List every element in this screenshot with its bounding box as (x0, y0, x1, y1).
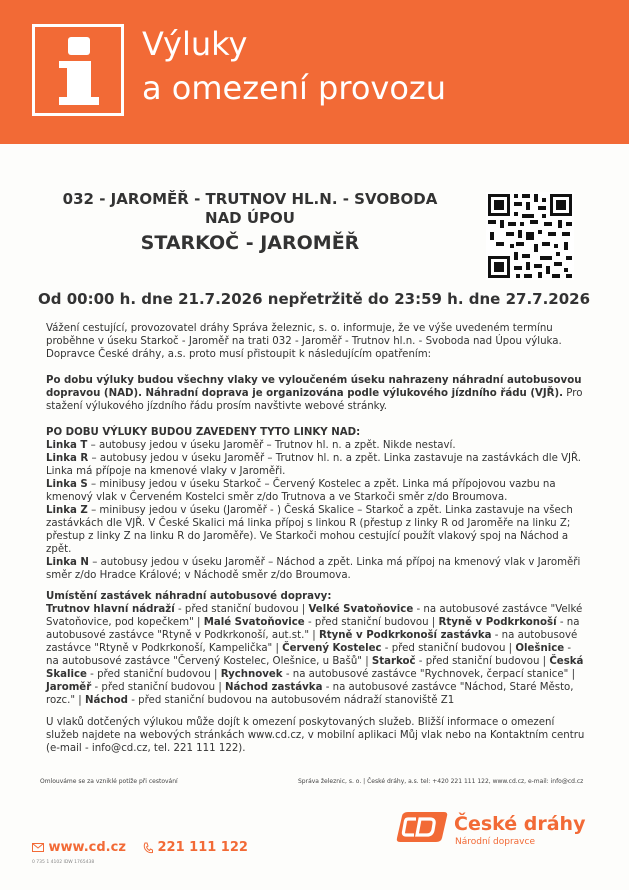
stop-location: - na autobusové zastávce "Náchod, Staré Město, rozc." | (46, 682, 574, 706)
stop-name: Česká Skalice (46, 656, 584, 680)
validity-period: Od 00:00 h. dne 21.7.2026 nepřetržitě do 23:59 h. dne 27.7.2026 (38, 290, 591, 308)
lines-section (46, 426, 586, 582)
footer-phone[interactable]: 221 111 122 (157, 840, 248, 855)
stop-name: Červený Kostelec (282, 643, 382, 654)
phone-icon (143, 842, 153, 854)
lines-list (46, 439, 586, 582)
stop-name: Náchod zastávka (225, 682, 323, 693)
route-line2: NAD ÚPOU (205, 209, 295, 227)
line-text: – minibusy jedou v úseku Starkoč – Červený Kostelec a zpět. Linka má přípojovou vazbu na kmenový vlak v Červeném Kostelci směr z/do Trutnova a ve Starkoči směr z/do Broumova. (46, 479, 556, 503)
section-title: STARKOČ - JAROMĚŘ (140, 232, 360, 254)
line-item (46, 478, 586, 504)
footer-codes: 0 735 1 4102 IDW 1765438 (32, 860, 95, 865)
banner-title-line1: Výluky (142, 25, 248, 63)
stop-name: Rtyně v Podkrkonoší zastávka (318, 630, 492, 641)
stop-location: - před staniční budovou | (86, 669, 221, 680)
closing-text: U vlaků dotčených výlukou může dojít k omezení poskytovaných služeb. Bližší informace o omezení služeb najdete na webových stránkách www.cd.cz, v mobilní aplikaci Můj vlak nebo na Kontaktním centru (e-mail - info@cd.cz, tel. 221 111 122). (46, 717, 585, 754)
line-text: – autobusy jedou v úseku Jaroměř – Trutnov hl. n. a zpět. Linka zastavuje na zastávkách dle VJŘ. Linka má přípoje na kmenové vlaky v Jaroměři. (46, 453, 582, 477)
closing-paragraph (46, 716, 586, 755)
stop-name: Rtyně v Podkrkonoší (438, 617, 557, 628)
line-name: Linka S (46, 479, 88, 490)
route-title (30, 190, 470, 228)
footer-web[interactable]: www.cd.cz (48, 840, 126, 855)
line-item (46, 504, 586, 556)
stop-name: Malé Svatoňovice (203, 617, 305, 628)
line-name: Linka Z (46, 505, 88, 516)
replacement-bold: Po dobu výluky budou všechny vlaky ve vyloučeném úseku nahrazeny náhradní autobusovou dopravou (NAD). Náhradní doprava je organizována podle výlukového jízdního řádu (VJŘ). (46, 375, 582, 399)
stop-location: - na autobusové zastávce "Velké Svatoňovice, pod kopečkem" | (46, 604, 583, 628)
line-name: Linka T (46, 440, 88, 451)
stop-location: - před staniční budovou | (304, 617, 439, 628)
intro-paragraph (46, 322, 586, 361)
header-banner (0, 0, 629, 144)
line-name: Linka N (46, 557, 89, 568)
stop-location: - na autobusové zastávce "Rtyně v Podkrkonoší, Kampelička" | (46, 630, 578, 654)
mail-icon (32, 843, 44, 852)
line-text: – autobusy jedou v úseku Jaroměř – Náchod a zpět. Linka má přípoj na kmenový vlak v Jaroměři směr z/do Hradce Králové; v Náchodě směr z/do Broumova. (46, 557, 581, 581)
route-line1: 032 - JAROMĚŘ - TRUTNOV HL.N. - SVOBODA (62, 190, 438, 208)
line-text: – autobusy jedou v úseku Jaroměř – Trutnov hl. n. a zpět. Nikde nestaví. (87, 440, 456, 451)
stop-location: - na autobusové zastávce "Červený Kostelec, Olešnice, u Bašů" | (46, 643, 572, 667)
stop-name: Rychnovek (220, 669, 283, 680)
replacement-paragraph (46, 374, 586, 413)
line-item (46, 556, 586, 582)
stop-name: Velké Svatoňovice (308, 604, 414, 615)
stop-location: - před staniční budovou na autobusovém nádraží stanoviště Z1 (127, 695, 455, 706)
stop-name: Jaroměř (46, 682, 92, 693)
line-item (46, 452, 586, 478)
stop-location: - před staniční budovou | (381, 643, 516, 654)
cd-logo-icon (388, 808, 448, 846)
brand-subtitle: Národní dopravce (455, 837, 535, 847)
stops-list (46, 603, 586, 707)
line-text: – minibusy jedou v úseku (Jaroměř - ) Česká Skalice – Starkoč a zpět. Linka zastavuje na všech zastávkách dle VJŘ. V České Skalici má linka přípoj s linkou R (přestup z linky R od Jaroměře na linku Z; přestup z linky Z na linku R do Jaroměře). Ve Starkoči mohou cestující použít vlakový spoj na Náchod a zpět. (46, 505, 573, 555)
line-name: Linka R (46, 453, 89, 464)
footer-apology: Omlouváme se za vzniklé potíže při cestování (40, 778, 178, 785)
info-icon (32, 24, 124, 116)
stop-location: - na autobusové zastávce "Rtyně v Podkrkonoší, aut.st." | (46, 617, 580, 641)
banner-title (142, 22, 446, 110)
stop-location: - před staniční budovou | (174, 604, 309, 615)
stop-name: Starkoč (371, 656, 416, 667)
intro-text: Vážení cestující, provozovatel dráhy Správa železnic, s. o. informuje, že ve výše uvedeném termínu proběhne v úseku Starkoč - Jaroměř na trati 032 - Jaroměř - Trutnov hl.n. - Svoboda nad Úpou výluka. Dopravce České dráhy, a.s. proto musí přistoupit k následujícím opatřením: (46, 323, 562, 360)
line-item (46, 439, 586, 452)
replacement-rest: Pro stažení výlukového jízdního řádu prosím navštivte webové stránky. (46, 388, 583, 412)
stops-heading: Umístění zastávek náhradní autobusové dopravy: (46, 591, 332, 602)
footer-contacts: Správa železnic, s. o. | České dráhy, a.s. tel: +420 221 111 122, www.cd.cz, e-mail: info@cd.cz (298, 778, 584, 785)
stop-location: - před staniční budovou | (91, 682, 226, 693)
stop-location: - na autobusové zastávce "Rychnovek, čerpací stanice" | (282, 669, 576, 680)
stops-section (46, 590, 586, 707)
qr-code-icon[interactable] (486, 192, 574, 280)
lines-heading: PO DOBU VÝLUKY BUDOU ZAVEDENY TYTO LINKY NAD: (46, 427, 361, 438)
footer-web-phone (32, 840, 248, 855)
banner-title-line2: a omezení provozu (142, 69, 446, 107)
stop-location: - před staniční budovou | (415, 656, 550, 667)
brand-name: České dráhy (454, 813, 586, 835)
stop-name: Náchod (84, 695, 128, 706)
stop-name: Olešnice (515, 643, 565, 654)
stop-name: Trutnov hlavní nádraží (46, 604, 175, 615)
